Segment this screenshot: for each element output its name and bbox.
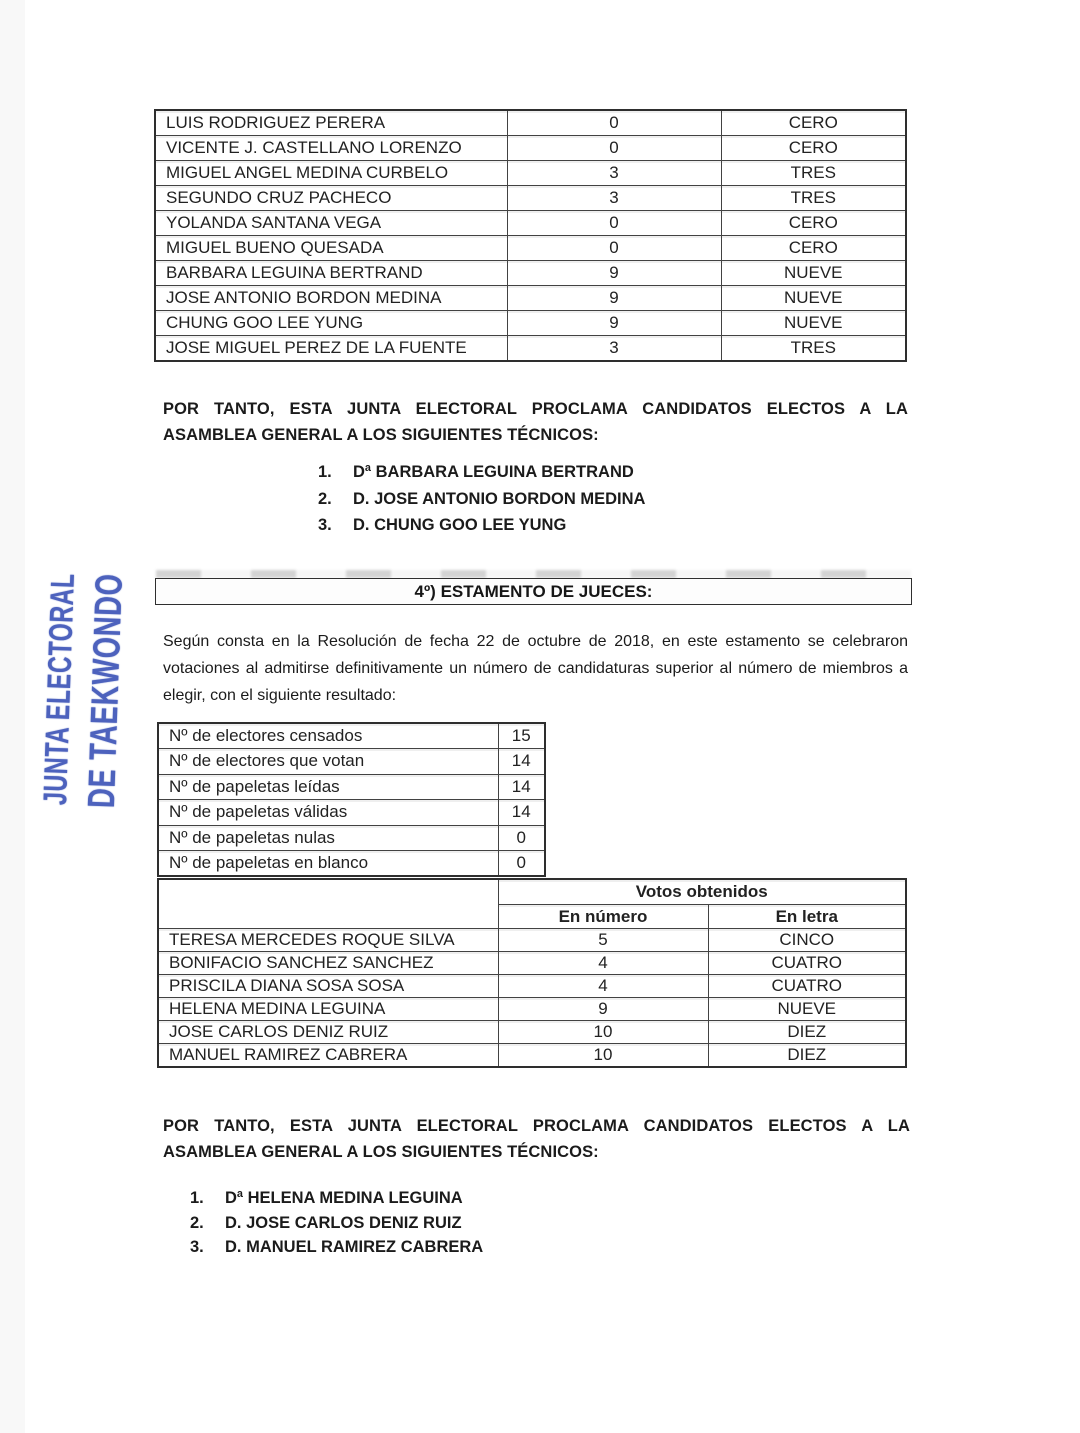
stat-label-cell: Nº de papeletas leídas [158, 774, 498, 799]
candidate-name-cell: VICENTE J. CASTELLANO LORENZO [155, 136, 507, 161]
list-item-number: 3. [190, 1238, 204, 1256]
section-header-estamento-jueces [155, 578, 912, 605]
votes-word-cell: NUEVE [721, 286, 906, 311]
stat-label-cell: Nº de papeletas válidas [158, 800, 498, 825]
votes-word-cell: CERO [721, 110, 906, 136]
table-row [158, 723, 545, 749]
candidate-name-cell: JOSE ANTONIO BORDON MEDINA [155, 286, 507, 311]
votes-number-cell: 3 [507, 161, 721, 186]
candidate-name-cell: JOSE CARLOS DENIZ RUIZ [158, 1021, 498, 1044]
stat-label-cell: Nº de papeletas nulas [158, 825, 498, 850]
candidate-name-cell: TERESA MERCEDES ROQUE SILVA [158, 929, 498, 952]
votes-word-cell: DIEZ [708, 1021, 906, 1044]
list-item [190, 1235, 483, 1260]
stat-value-cell: 0 [498, 851, 545, 877]
votes-number-cell: 4 [498, 952, 708, 975]
votes-word-cell: CERO [721, 211, 906, 236]
candidate-name-cell: BONIFACIO SANCHEZ SANCHEZ [158, 952, 498, 975]
candidate-name-cell: JOSE MIGUEL PEREZ DE LA FUENTE [155, 336, 507, 362]
votes-number-cell: 3 [507, 336, 721, 362]
votes-number-cell: 0 [507, 236, 721, 261]
list-item [190, 1211, 483, 1236]
table-row [155, 161, 906, 186]
junta-electoral-stamp [31, 508, 144, 871]
votes-number-cell: 0 [507, 110, 721, 136]
list-item [318, 459, 645, 486]
votes-word-cell: CUATRO [708, 952, 906, 975]
stat-value-cell: 14 [498, 774, 545, 799]
candidate-name-cell: HELENA MEDINA LEGUINA [158, 998, 498, 1021]
votes-number-cell: 5 [498, 929, 708, 952]
table-row [158, 825, 545, 850]
votes-word-cell: CINCO [708, 929, 906, 952]
votes-number-cell: 9 [507, 261, 721, 286]
candidate-name-cell: LUIS RODRIGUEZ PERERA [155, 110, 507, 136]
table-header-row [158, 879, 906, 905]
votes-number-cell: 9 [498, 998, 708, 1021]
votes-word-cell: CUATRO [708, 975, 906, 998]
proclamation-tecnicos-paragraph: POR TANTO, ESTA JUNTA ELECTORAL PROCLAMA CANDIDATOS ELECTOS A LA ASAMBLEA GENERAL A LOS SIGUIENTES TÉCNICOS: [163, 400, 908, 444]
table-row [155, 186, 906, 211]
table-row [155, 136, 906, 161]
stamp-line-junta-electoral: JUNTA ELECTORAL [35, 572, 82, 806]
candidate-name-cell: PRISCILA DIANA SOSA SOSA [158, 975, 498, 998]
elected-candidate-name: Dª BARBARA LEGUINA BERTRAND [353, 463, 634, 481]
table-row [158, 952, 906, 975]
candidate-name-cell: BARBARA LEGUINA BERTRAND [155, 261, 507, 286]
table-row [158, 1044, 906, 1068]
elected-candidate-name: D. CHUNG GOO LEE YUNG [353, 516, 567, 534]
scan-smudge [156, 570, 911, 578]
votes-obtained-header-cell: Votos obtenidos [498, 879, 906, 905]
table-row [158, 774, 545, 799]
census-stats-table [157, 722, 546, 877]
table-row [158, 929, 906, 952]
stamp-line-de-taekwondo: DE TAEKWONDO [80, 572, 132, 809]
list-item [318, 512, 645, 539]
empty-corner-cell [158, 879, 498, 929]
table-row [158, 1021, 906, 1044]
elected-jueces-list [190, 1186, 483, 1260]
col-header-en-numero: En número [498, 905, 708, 929]
table-row [155, 211, 906, 236]
table-row [158, 800, 545, 825]
table-row [155, 286, 906, 311]
stat-label-cell: Nº de electores censados [158, 723, 498, 749]
elected-candidate-name: D. MANUEL RAMIREZ CABRERA [225, 1238, 484, 1256]
list-item-number: 1. [190, 1189, 204, 1207]
votes-number-cell: 0 [507, 211, 721, 236]
section-intro-paragraph: Según consta en la Resolución de fecha 22 de octubre de 2018, en este estamento se celebraron votaciones al admitirse definitivamente un número de candidaturas superior al número de miembros a elegir, con el siguiente resultado: [163, 633, 908, 704]
elected-candidate-name: D. JOSE CARLOS DENIZ RUIZ [225, 1213, 462, 1232]
candidate-name-cell: CHUNG GOO LEE YUNG [155, 311, 507, 336]
jueces-votes-table [157, 878, 907, 1068]
votes-word-cell: NUEVE [708, 998, 906, 1021]
tecnicos-results-table [154, 109, 907, 362]
stat-value-cell: 0 [498, 825, 545, 850]
list-item [318, 486, 645, 513]
list-item-number: 2. [318, 489, 332, 508]
elected-tecnicos-list [318, 459, 645, 539]
stat-label-cell: Nº de electores que votan [158, 749, 498, 774]
table-row [155, 311, 906, 336]
votes-number-cell: 3 [507, 186, 721, 211]
votes-word-cell: NUEVE [721, 261, 906, 286]
table-row [158, 851, 545, 877]
col-header-en-letra: En letra [708, 905, 906, 929]
candidate-name-cell: SEGUNDO CRUZ PACHECO [155, 186, 507, 211]
votes-word-cell: CERO [721, 136, 906, 161]
stat-value-cell: 14 [498, 800, 545, 825]
votes-number-cell: 10 [498, 1021, 708, 1044]
proclamation-jueces-paragraph: POR TANTO, ESTA JUNTA ELECTORAL PROCLAMA CANDIDATOS ELECTOS A LA ASAMBLEA GENERAL A LOS SIGUIENTES TÉCNICOS: [163, 1117, 910, 1161]
votes-number-cell: 4 [498, 975, 708, 998]
votes-word-cell: DIEZ [708, 1044, 906, 1068]
elected-candidate-name: Dª HELENA MEDINA LEGUINA [225, 1189, 463, 1207]
votes-word-cell: TRES [721, 336, 906, 362]
candidate-name-cell: YOLANDA SANTANA VEGA [155, 211, 507, 236]
list-item-number: 1. [318, 463, 332, 481]
table-row [155, 336, 906, 362]
section-title: 4º) ESTAMENTO DE JUECES: [414, 581, 653, 601]
votes-word-cell: TRES [721, 186, 906, 211]
table-row [158, 749, 545, 774]
stat-label-cell: Nº de papeletas en blanco [158, 851, 498, 877]
votes-word-cell: NUEVE [721, 311, 906, 336]
votes-number-cell: 9 [507, 311, 721, 336]
votes-number-cell: 9 [507, 286, 721, 311]
list-item [190, 1186, 483, 1211]
table-row [155, 110, 906, 136]
table-row [155, 236, 906, 261]
table-row [158, 998, 906, 1021]
candidate-name-cell: MIGUEL BUENO QUESADA [155, 236, 507, 261]
candidate-name-cell: MANUEL RAMIREZ CABRERA [158, 1044, 498, 1068]
stat-value-cell: 15 [498, 723, 545, 749]
list-item-number: 3. [318, 516, 332, 534]
votes-number-cell: 10 [498, 1044, 708, 1068]
candidate-name-cell: MIGUEL ANGEL MEDINA CURBELO [155, 161, 507, 186]
scan-left-edge-shade [0, 0, 25, 1433]
table-row [158, 975, 906, 998]
votes-number-cell: 0 [507, 136, 721, 161]
elected-candidate-name: D. JOSE ANTONIO BORDON MEDINA [353, 489, 646, 508]
stat-value-cell: 14 [498, 749, 545, 774]
votes-word-cell: CERO [721, 236, 906, 261]
list-item-number: 2. [190, 1213, 204, 1232]
table-row [155, 261, 906, 286]
votes-word-cell: TRES [721, 161, 906, 186]
